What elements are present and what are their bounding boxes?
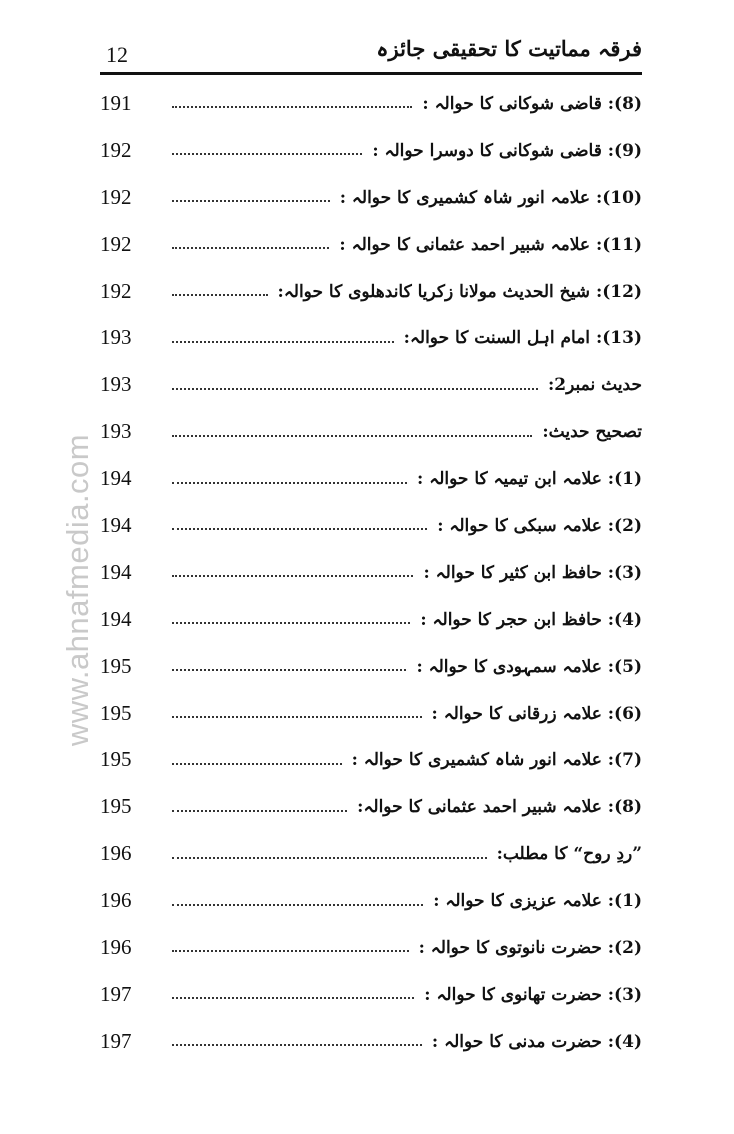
dot-leader: [172, 200, 330, 202]
toc-entry-page-number: 195: [100, 747, 132, 772]
toc-entry-title: (3): حضرت تھانوی کا حوالہ :: [424, 984, 642, 1005]
toc-row[interactable]: [100, 877, 642, 924]
toc-row[interactable]: [100, 408, 642, 455]
dot-leader: [172, 997, 414, 999]
dot-leader: [172, 669, 406, 671]
toc-row[interactable]: [100, 643, 642, 690]
toc-row[interactable]: [100, 690, 642, 737]
toc-entry-page-number: 192: [100, 231, 132, 256]
toc-row[interactable]: [100, 174, 642, 221]
table-of-contents: [100, 80, 642, 1065]
toc-entry-page-number: 195: [100, 653, 132, 678]
toc-entry-title: (6): علامہ زرقانی کا حوالہ :: [431, 703, 642, 724]
toc-entry-title: (8): علامہ شبیر احمد عثمانی کا حوالہ:: [357, 797, 642, 818]
dot-leader: [172, 528, 427, 530]
dot-leader: [172, 435, 532, 437]
toc-entry-page-number: 195: [100, 794, 132, 819]
page-number: 12: [106, 42, 128, 67]
toc-entry-title: (2): علامہ سبکی کا حوالہ :: [437, 515, 642, 536]
toc-entry-page-number: 194: [100, 466, 132, 491]
toc-entry-page-number: 197: [100, 1028, 132, 1053]
dot-leader: [172, 810, 347, 812]
toc-entry-page-number: 194: [100, 559, 132, 584]
dot-leader: [172, 716, 422, 718]
toc-entry-page-number: 193: [100, 372, 132, 397]
toc-entry-title: (2): حضرت نانوتوی کا حوالہ :: [418, 937, 642, 958]
dot-leader: [172, 106, 412, 108]
toc-row[interactable]: [100, 80, 642, 127]
dot-leader: [172, 341, 394, 343]
toc-entry-title: (1): علامہ ابن تیمیہ کا حوالہ :: [417, 469, 642, 490]
toc-entry-page-number: 193: [100, 325, 132, 350]
dot-leader: [172, 622, 410, 624]
toc-entry-page-number: 196: [100, 888, 132, 913]
toc-entry-page-number: 194: [100, 606, 132, 631]
toc-row[interactable]: [100, 971, 642, 1018]
toc-entry-page-number: 194: [100, 512, 132, 537]
toc-entry-title: حدیث نمبر2:: [548, 374, 642, 395]
toc-row[interactable]: [100, 783, 642, 830]
dot-leader: [172, 294, 268, 296]
toc-entry-title: (3): حافظ ابن کثیر کا حوالہ :: [423, 562, 642, 583]
toc-entry-title: تصحیح حدیث:: [542, 421, 642, 442]
toc-entry-title: (10): علامہ انور شاہ کشمیری کا حوالہ :: [339, 187, 642, 208]
toc-entry-title: (1): علامہ عزیزی کا حوالہ :: [433, 891, 642, 912]
toc-row[interactable]: [100, 268, 642, 315]
dot-leader: [172, 1044, 422, 1046]
dot-leader: [172, 857, 487, 859]
toc-row[interactable]: [100, 1018, 642, 1065]
toc-entry-title: (4): حافظ ابن حجر کا حوالہ :: [420, 609, 642, 630]
dot-leader: [172, 388, 538, 390]
toc-entry-page-number: 196: [100, 841, 132, 866]
toc-entry-title: ”ردِ روح“ کا مطلب:: [496, 843, 642, 864]
dot-leader: [172, 247, 329, 249]
toc-entry-page-number: 192: [100, 137, 132, 162]
toc-row[interactable]: [100, 314, 642, 361]
dot-leader: [172, 153, 362, 155]
dot-leader: [172, 950, 409, 952]
toc-row[interactable]: [100, 361, 642, 408]
toc-entry-page-number: 196: [100, 934, 132, 959]
toc-row[interactable]: [100, 596, 642, 643]
toc-entry-title: (13): امام اہل السنت کا حوالہ:: [403, 328, 642, 349]
toc-row[interactable]: [100, 221, 642, 268]
toc-row[interactable]: [100, 455, 642, 502]
dot-leader: [172, 763, 342, 765]
header-divider: [100, 72, 642, 75]
toc-entry-title: (5): علامہ سمہودی کا حوالہ :: [416, 656, 642, 677]
page-header: [100, 36, 642, 72]
dot-leader: [172, 904, 423, 906]
toc-entry-title: (4): حضرت مدنی کا حوالہ :: [431, 1031, 642, 1052]
watermark-text: www.ahnafmedia.com: [60, 433, 95, 747]
toc-row[interactable]: [100, 549, 642, 596]
toc-entry-page-number: 192: [100, 184, 132, 209]
toc-entry-title: (12): شیخ الحدیث مولانا زکریا کاندھلوی کا حوالہ:: [277, 281, 642, 302]
toc-row[interactable]: [100, 127, 642, 174]
toc-row[interactable]: [100, 830, 642, 877]
dot-leader: [172, 575, 413, 577]
toc-entry-page-number: 192: [100, 278, 132, 303]
toc-entry-page-number: 197: [100, 981, 132, 1006]
toc-entry-page-number: 191: [100, 90, 132, 115]
book-title: فرقہ مماتیت کا تحقیقی جائزہ: [376, 36, 642, 61]
toc-entry-title: (11): علامہ شبیر احمد عثمانی کا حوالہ :: [339, 234, 642, 255]
toc-row[interactable]: [100, 924, 642, 971]
dot-leader: [172, 482, 407, 484]
toc-entry-title: (8): قاضی شوکانی کا حوالہ :: [422, 93, 642, 114]
toc-row[interactable]: [100, 502, 642, 549]
toc-entry-page-number: 193: [100, 419, 132, 444]
toc-entry-page-number: 195: [100, 700, 132, 725]
toc-entry-title: (9): قاضی شوکانی کا دوسرا حوالہ :: [372, 140, 642, 161]
toc-row[interactable]: [100, 736, 642, 783]
toc-entry-title: (7): علامہ انور شاہ کشمیری کا حوالہ :: [351, 750, 642, 771]
